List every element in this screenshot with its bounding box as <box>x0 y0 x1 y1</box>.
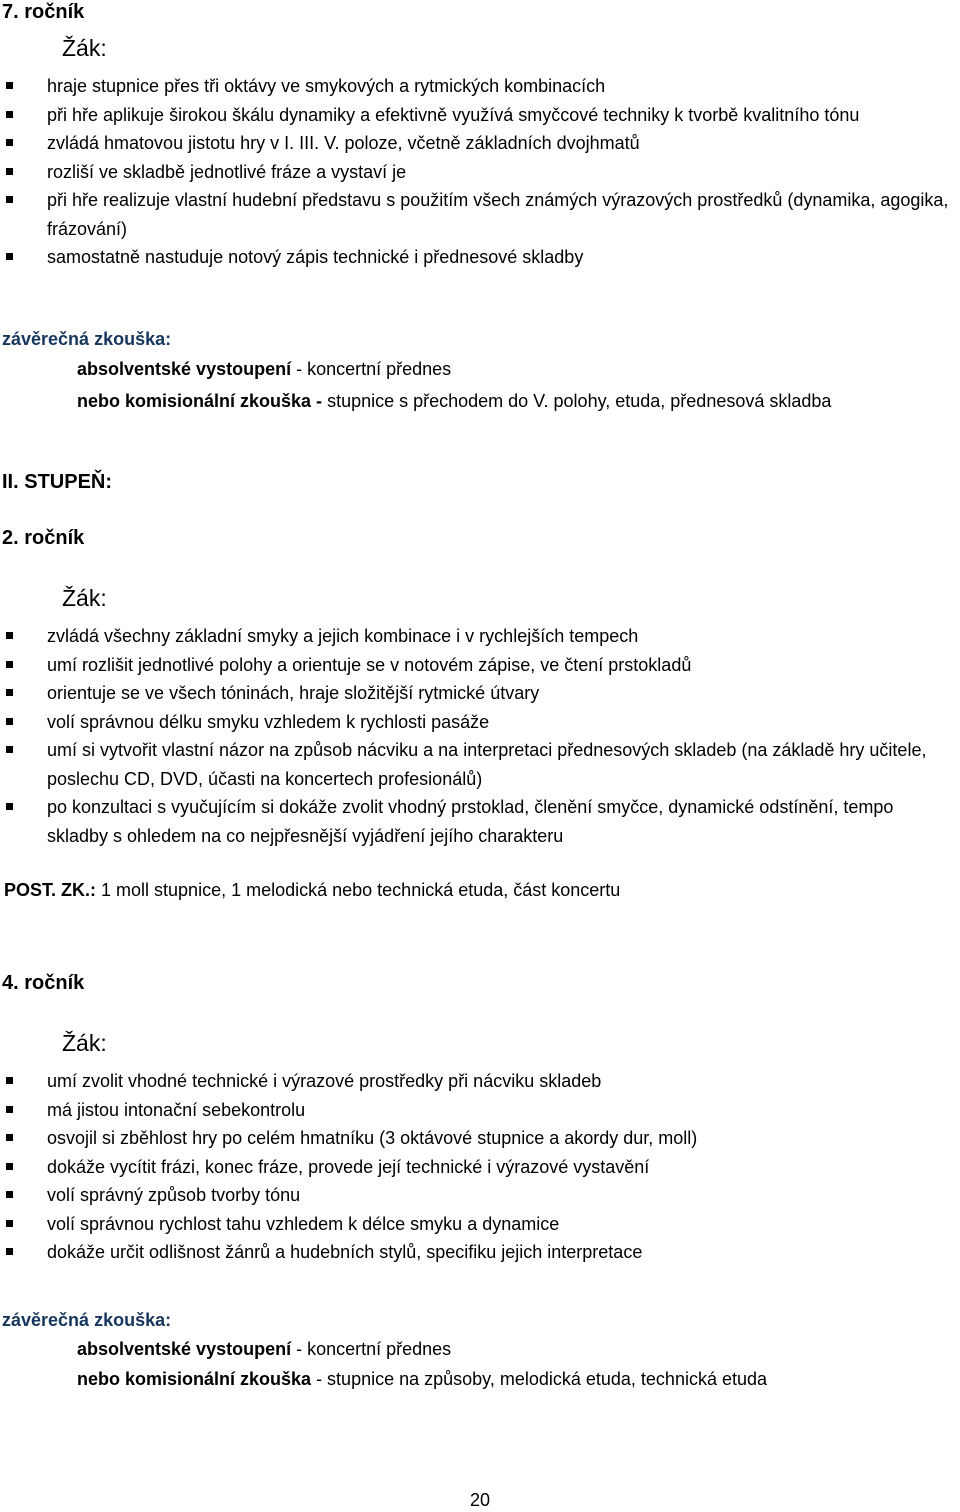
outcomes-list-7 <box>0 72 955 272</box>
list-item: zvládá hmatovou jistotu hry v I. III. V. poloze, včetně základních dvojhmatů <box>0 129 955 158</box>
exam-option-title: nebo komisionální zkouška - <box>77 391 323 411</box>
list-item: osvojil si zběhlost hry po celém hmatníku (3 oktávové stupnice a akordy dur, moll) <box>0 1124 955 1153</box>
list-item: při hře realizuje vlastní hudební představu s použitím všech známých výrazových prostředků (dynamika, agogika, frázování) <box>0 186 955 243</box>
final-exam-label: závěrečná zkouška: <box>2 329 172 349</box>
exam-option-recital <box>77 1335 451 1363</box>
section-heading-2: 2. ročník <box>2 527 85 549</box>
list-item: volí správný způsob tvorby tónu <box>0 1181 955 1210</box>
list-item: orientuje se ve všech tóninách, hraje složitější rytmické útvary <box>0 679 955 708</box>
post-exam-line <box>4 876 620 904</box>
list-item: dokáže vycítit frázi, konec fráze, provede její technické i výrazové vystavění <box>0 1153 955 1182</box>
exam-option-title: absolventské vystoupení <box>77 1339 292 1359</box>
post-exam-text: 1 moll stupnice, 1 melodická nebo technická etuda, část koncertu <box>96 880 621 900</box>
section-heading-7: 7. ročník <box>2 1 85 23</box>
list-item: hraje stupnice přes tři oktávy ve smykových a rytmických kombinacích <box>0 72 955 101</box>
exam-option-detail: - koncertní přednes <box>291 1339 452 1359</box>
list-item: umí rozlišit jednotlivé polohy a orientuje se v notovém zápise, ve čtení prstokladů <box>0 651 955 680</box>
exam-option-commission <box>77 387 831 415</box>
student-label: Žák: <box>62 35 107 61</box>
exam-option-commission <box>77 1365 767 1393</box>
list-item: zvládá všechny základní smyky a jejich kombinace i v rychlejších tempech <box>0 622 955 651</box>
student-label: Žák: <box>62 1030 107 1056</box>
exam-option-recital <box>77 355 451 383</box>
outcomes-list-2 <box>0 622 955 850</box>
page-number: 20 <box>469 1490 491 1510</box>
list-item: samostatně nastuduje notový zápis technické i přednesové skladby <box>0 243 955 272</box>
exam-option-detail: stupnice s přechodem do V. polohy, etuda, přednesová skladba <box>322 391 832 411</box>
student-label: Žák: <box>62 585 107 611</box>
list-item: volí správnou délku smyku vzhledem k rychlosti pasáže <box>0 708 955 737</box>
exam-option-detail: - stupnice na způsoby, melodická etuda, technická etuda <box>311 1369 768 1389</box>
post-exam-label: POST. ZK.: <box>4 880 97 900</box>
list-item: umí si vytvořit vlastní názor na způsob nácviku a na interpretaci přednesových skladeb (na základě hry učitele, poslechu CD, DVD, účasti na koncertech profesionálů) <box>0 736 955 793</box>
exam-option-detail: - koncertní přednes <box>291 359 452 379</box>
exam-option-title: nebo komisionální zkouška <box>77 1369 312 1389</box>
list-item: dokáže určit odlišnost žánrů a hudebních stylů, specifiku jejich interpretace <box>0 1238 955 1267</box>
list-item: při hře aplikuje širokou škálu dynamiky a efektivně využívá smyčcové techniky k tvorbě kvalitního tónu <box>0 101 955 130</box>
exam-option-title: absolventské vystoupení <box>77 359 292 379</box>
section-heading-4: 4. ročník <box>2 972 85 994</box>
stage-heading: II. STUPEŇ: <box>2 471 113 493</box>
final-exam-label: závěrečná zkouška: <box>2 1310 172 1330</box>
list-item: umí zvolit vhodné technické i výrazové prostředky při nácviku skladeb <box>0 1067 955 1096</box>
list-item: rozliší ve skladbě jednotlivé fráze a vystaví je <box>0 158 955 187</box>
outcomes-list-4 <box>0 1067 955 1267</box>
list-item: po konzultaci s vyučujícím si dokáže zvolit vhodný prstoklad, členění smyčce, dynamické odstínění, tempo skladby s ohledem na co nejpřesnější vyjádření jejího charakteru <box>0 793 955 850</box>
list-item: má jistou intonační sebekontrolu <box>0 1096 955 1125</box>
list-item: volí správnou rychlost tahu vzhledem k délce smyku a dynamice <box>0 1210 955 1239</box>
